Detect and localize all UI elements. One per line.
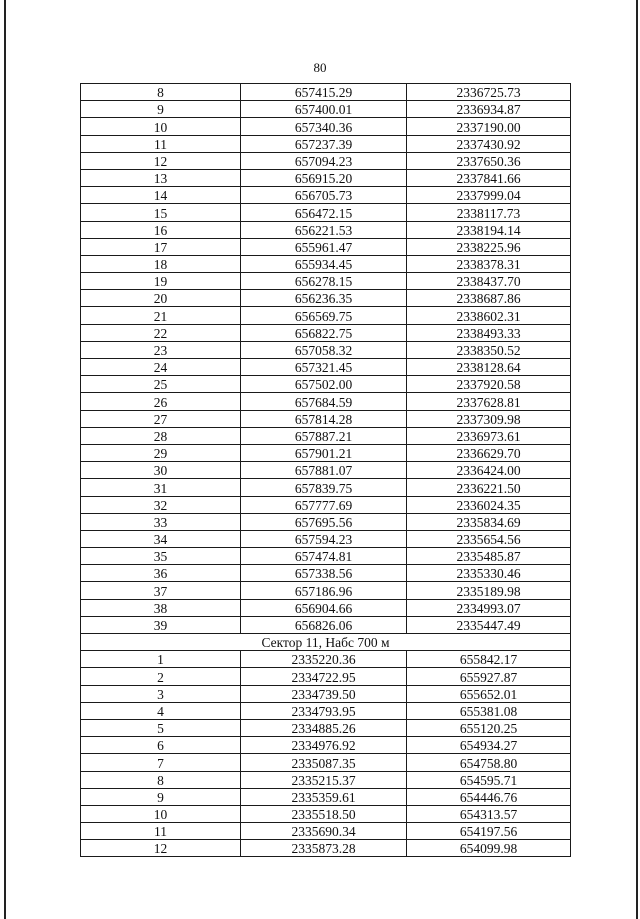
page-right-edge — [636, 0, 638, 919]
point-number-cell: 2 — [81, 668, 241, 685]
coordinate-y-cell: 655381.08 — [407, 702, 571, 719]
point-number-cell: 10 — [81, 118, 241, 135]
coordinate-y-cell: 2338378.31 — [407, 255, 571, 272]
point-number-cell: 37 — [81, 582, 241, 599]
coordinate-y-cell: 2338128.64 — [407, 359, 571, 376]
point-number-cell: 6 — [81, 737, 241, 754]
table-row — [81, 307, 571, 324]
table-row — [81, 410, 571, 427]
table-row — [81, 290, 571, 307]
coordinate-x-cell: 656236.35 — [241, 290, 407, 307]
coordinate-x-cell: 656915.20 — [241, 169, 407, 186]
table-row — [81, 221, 571, 238]
table-row — [81, 204, 571, 221]
coordinate-y-cell: 654934.27 — [407, 737, 571, 754]
point-number-cell: 22 — [81, 324, 241, 341]
table-row — [81, 341, 571, 358]
coordinate-x-cell: 656472.15 — [241, 204, 407, 221]
point-number-cell: 11 — [81, 135, 241, 152]
coordinate-x-cell: 657901.21 — [241, 444, 407, 461]
table-row — [81, 771, 571, 788]
table-row — [81, 427, 571, 444]
point-number-cell: 27 — [81, 410, 241, 427]
coordinate-x-cell: 657237.39 — [241, 135, 407, 152]
point-number-cell: 23 — [81, 341, 241, 358]
table-row — [81, 444, 571, 461]
coordinate-y-cell: 654313.57 — [407, 805, 571, 822]
table-row — [81, 462, 571, 479]
coordinate-y-cell: 2337841.66 — [407, 169, 571, 186]
table-row — [81, 255, 571, 272]
coordinate-y-cell: 2336221.50 — [407, 479, 571, 496]
coordinate-x-cell: 657415.29 — [241, 84, 407, 101]
point-number-cell: 12 — [81, 152, 241, 169]
table-body-part2 — [81, 651, 571, 857]
coordinate-x-cell: 2334722.95 — [241, 668, 407, 685]
coordinate-x-cell: 657502.00 — [241, 376, 407, 393]
coordinate-x-cell: 657881.07 — [241, 462, 407, 479]
coordinate-x-cell: 2335518.50 — [241, 805, 407, 822]
page-left-edge — [4, 0, 6, 919]
coordinate-x-cell: 657094.23 — [241, 152, 407, 169]
point-number-cell: 16 — [81, 221, 241, 238]
point-number-cell: 12 — [81, 840, 241, 857]
table-row — [81, 169, 571, 186]
table-row — [81, 101, 571, 118]
coordinate-y-cell: 654595.71 — [407, 771, 571, 788]
table-row — [81, 152, 571, 169]
point-number-cell: 31 — [81, 479, 241, 496]
table-row — [81, 548, 571, 565]
table-row — [81, 582, 571, 599]
coordinate-x-cell: 657058.32 — [241, 341, 407, 358]
coordinate-y-cell: 2338350.52 — [407, 341, 571, 358]
table-row — [81, 376, 571, 393]
point-number-cell: 14 — [81, 187, 241, 204]
coordinate-x-cell: 2334793.95 — [241, 702, 407, 719]
coordinate-y-cell: 655120.25 — [407, 719, 571, 736]
point-number-cell: 8 — [81, 771, 241, 788]
point-number-cell: 9 — [81, 101, 241, 118]
point-number-cell: 10 — [81, 805, 241, 822]
table-row — [81, 702, 571, 719]
point-number-cell: 17 — [81, 238, 241, 255]
table-row — [81, 238, 571, 255]
point-number-cell: 28 — [81, 427, 241, 444]
point-number-cell: 35 — [81, 548, 241, 565]
coordinate-y-cell: 654446.76 — [407, 788, 571, 805]
coordinate-x-cell: 656826.06 — [241, 616, 407, 633]
table-row — [81, 840, 571, 857]
point-number-cell: 13 — [81, 169, 241, 186]
point-number-cell: 4 — [81, 702, 241, 719]
coordinate-y-cell: 2335654.56 — [407, 530, 571, 547]
coordinate-y-cell: 2335834.69 — [407, 513, 571, 530]
coordinate-x-cell: 655934.45 — [241, 255, 407, 272]
point-number-cell: 30 — [81, 462, 241, 479]
coordinate-y-cell: 2334993.07 — [407, 599, 571, 616]
table-row — [81, 324, 571, 341]
coordinate-x-cell: 657340.36 — [241, 118, 407, 135]
coordinate-y-cell: 2336725.73 — [407, 84, 571, 101]
table-row — [81, 359, 571, 376]
coordinate-y-cell: 2336024.35 — [407, 496, 571, 513]
coordinates-table — [80, 83, 571, 857]
page-number: 80 — [313, 60, 327, 75]
table-row — [81, 823, 571, 840]
coordinate-x-cell: 2334739.50 — [241, 685, 407, 702]
coordinate-x-cell: 656705.73 — [241, 187, 407, 204]
point-number-cell: 18 — [81, 255, 241, 272]
coordinate-x-cell: 657474.81 — [241, 548, 407, 565]
coordinate-x-cell: 657695.56 — [241, 513, 407, 530]
coordinate-y-cell: 655652.01 — [407, 685, 571, 702]
table-row — [81, 719, 571, 736]
table-row — [81, 737, 571, 754]
coordinate-y-cell: 2338493.33 — [407, 324, 571, 341]
coordinate-y-cell: 2336629.70 — [407, 444, 571, 461]
table-row — [81, 788, 571, 805]
point-number-cell: 15 — [81, 204, 241, 221]
coordinate-x-cell: 657400.01 — [241, 101, 407, 118]
coordinate-x-cell: 2334976.92 — [241, 737, 407, 754]
table-row — [81, 273, 571, 290]
coordinate-y-cell: 2338437.70 — [407, 273, 571, 290]
coordinate-y-cell: 655842.17 — [407, 651, 571, 668]
table-row — [81, 513, 571, 530]
table-row — [81, 479, 571, 496]
coordinate-x-cell: 2335087.35 — [241, 754, 407, 771]
table-row — [81, 651, 571, 668]
coordinate-x-cell: 656569.75 — [241, 307, 407, 324]
point-number-cell: 11 — [81, 823, 241, 840]
point-number-cell: 33 — [81, 513, 241, 530]
table-row — [81, 393, 571, 410]
coordinate-x-cell: 657338.56 — [241, 565, 407, 582]
coordinate-y-cell: 654758.80 — [407, 754, 571, 771]
coordinate-y-cell: 654197.56 — [407, 823, 571, 840]
coordinate-y-cell: 2337430.92 — [407, 135, 571, 152]
table-row — [81, 668, 571, 685]
point-number-cell: 5 — [81, 719, 241, 736]
table-row — [81, 496, 571, 513]
coordinate-x-cell: 2335873.28 — [241, 840, 407, 857]
coordinate-x-cell: 655961.47 — [241, 238, 407, 255]
coordinate-x-cell: 657321.45 — [241, 359, 407, 376]
coordinate-x-cell: 2335215.37 — [241, 771, 407, 788]
coordinate-x-cell: 656278.15 — [241, 273, 407, 290]
coordinate-x-cell: 2334885.26 — [241, 719, 407, 736]
point-number-cell: 29 — [81, 444, 241, 461]
point-number-cell: 24 — [81, 359, 241, 376]
coordinate-x-cell: 657684.59 — [241, 393, 407, 410]
coordinate-x-cell: 2335220.36 — [241, 651, 407, 668]
table-row — [81, 530, 571, 547]
point-number-cell: 36 — [81, 565, 241, 582]
coordinate-x-cell: 657777.69 — [241, 496, 407, 513]
coordinate-y-cell: 2337190.00 — [407, 118, 571, 135]
coordinate-x-cell: 657887.21 — [241, 427, 407, 444]
table-row — [81, 685, 571, 702]
table-row — [81, 754, 571, 771]
point-number-cell: 9 — [81, 788, 241, 805]
point-number-cell: 20 — [81, 290, 241, 307]
point-number-cell: 34 — [81, 530, 241, 547]
coordinate-x-cell: 656221.53 — [241, 221, 407, 238]
coordinate-y-cell: 2336934.87 — [407, 101, 571, 118]
coordinate-y-cell: 2338117.73 — [407, 204, 571, 221]
coordinate-y-cell: 2337650.36 — [407, 152, 571, 169]
coordinate-y-cell: 2338194.14 — [407, 221, 571, 238]
table-row — [81, 805, 571, 822]
table-row — [81, 118, 571, 135]
table-body-part1 — [81, 84, 571, 634]
section-header-row — [81, 634, 571, 651]
coordinate-y-cell: 2337628.81 — [407, 393, 571, 410]
point-number-cell: 32 — [81, 496, 241, 513]
table-row — [81, 616, 571, 633]
coordinate-y-cell: 2337999.04 — [407, 187, 571, 204]
coordinate-y-cell: 654099.98 — [407, 840, 571, 857]
coordinate-x-cell: 656904.66 — [241, 599, 407, 616]
table-row — [81, 565, 571, 582]
coordinate-x-cell: 657594.23 — [241, 530, 407, 547]
coordinate-x-cell: 2335359.61 — [241, 788, 407, 805]
point-number-cell: 1 — [81, 651, 241, 668]
coordinate-y-cell: 2335189.98 — [407, 582, 571, 599]
point-number-cell: 25 — [81, 376, 241, 393]
coordinate-x-cell: 657814.28 — [241, 410, 407, 427]
section-title: Сектор 11, Набс 700 м — [81, 634, 571, 651]
coordinate-x-cell: 2335690.34 — [241, 823, 407, 840]
point-number-cell: 39 — [81, 616, 241, 633]
point-number-cell: 21 — [81, 307, 241, 324]
coordinate-y-cell: 2338687.86 — [407, 290, 571, 307]
table-row — [81, 187, 571, 204]
table-row — [81, 135, 571, 152]
point-number-cell: 19 — [81, 273, 241, 290]
point-number-cell: 26 — [81, 393, 241, 410]
coordinate-y-cell: 2335485.87 — [407, 548, 571, 565]
point-number-cell: 7 — [81, 754, 241, 771]
section-header-body — [81, 634, 571, 651]
coordinate-y-cell: 2338225.96 — [407, 238, 571, 255]
coordinate-y-cell: 655927.87 — [407, 668, 571, 685]
coordinate-y-cell: 2335447.49 — [407, 616, 571, 633]
coordinate-y-cell: 2337309.98 — [407, 410, 571, 427]
coordinate-y-cell: 2336424.00 — [407, 462, 571, 479]
coordinate-x-cell: 657186.96 — [241, 582, 407, 599]
point-number-cell: 3 — [81, 685, 241, 702]
coordinate-y-cell: 2336973.61 — [407, 427, 571, 444]
coordinate-y-cell: 2338602.31 — [407, 307, 571, 324]
coordinate-y-cell: 2337920.58 — [407, 376, 571, 393]
coordinate-x-cell: 656822.75 — [241, 324, 407, 341]
point-number-cell: 38 — [81, 599, 241, 616]
table-row — [81, 599, 571, 616]
coordinate-y-cell: 2335330.46 — [407, 565, 571, 582]
table-row — [81, 84, 571, 101]
coordinate-x-cell: 657839.75 — [241, 479, 407, 496]
point-number-cell: 8 — [81, 84, 241, 101]
